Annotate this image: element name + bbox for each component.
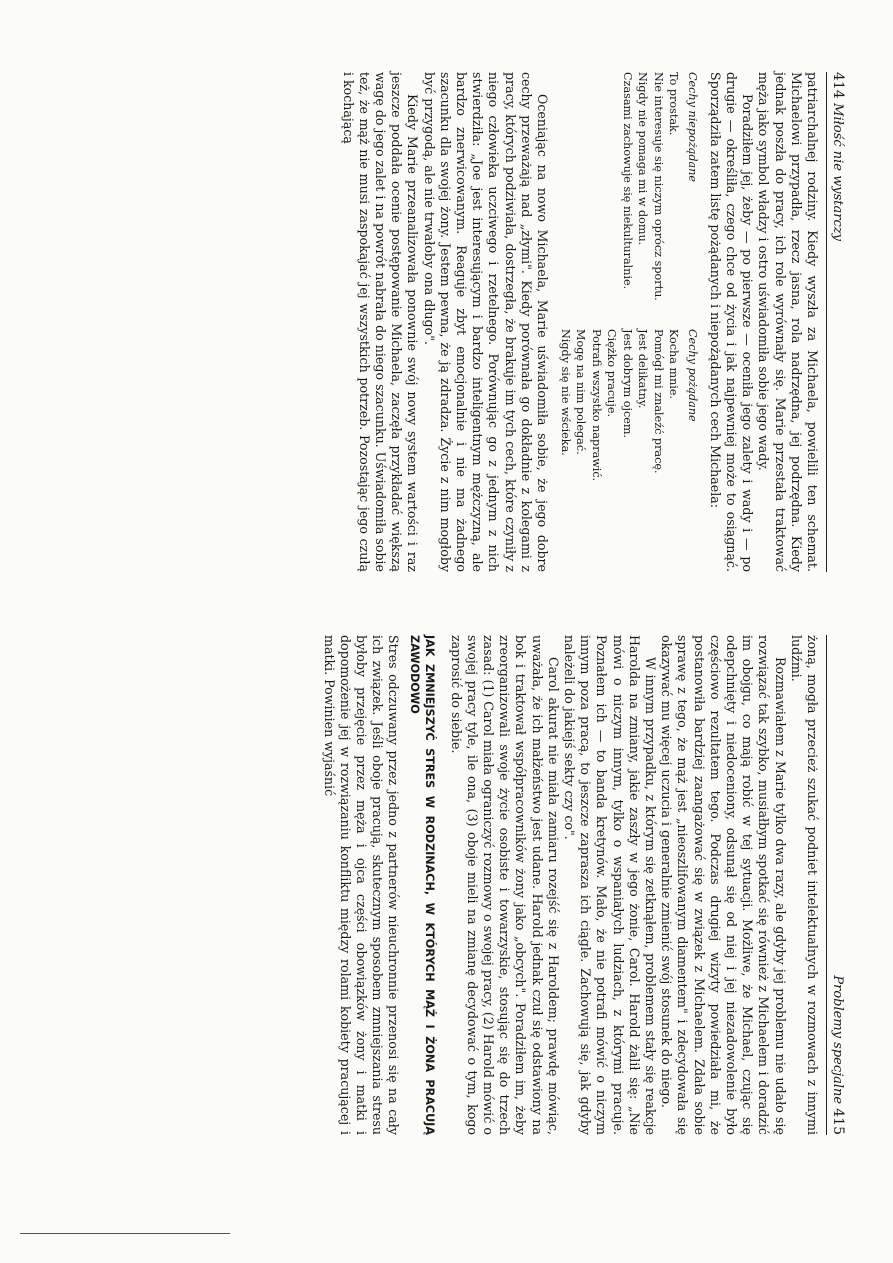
trait-item: Nigdy nie pomaga mi w domu.: [636, 72, 650, 246]
trait-item: Czasami zachowuje się niekulturalnie.: [620, 72, 634, 290]
paragraph: żoną, mogła przecież szukać podniet intelektualnych w rozmowach z innymi ludźmi.: [788, 635, 820, 1135]
paragraph: Kiedy Marie przeanalizowała ponownie swój nowy system wartości i raz jeszcze poddała ocenie postępowanie Michaela, zaczęła przykładać większą wagę do jego zalet i na powrót nabrała do niego szacunku. Uświadomiła sobie też, że mąż nie musi zaspokajać jej wszystkich potrzeb. Pozostając jego czułą i kochającą: [340, 72, 421, 572]
trait-item: Nigdy się nie wścieka.: [558, 329, 572, 456]
paragraph: W innym przypadku, z którym się zetknąłem, problemem stały się reakcje Harolda na zmiany, jakie zaszły w jego żonie, Carol. Harold żalił się: „Nie mówi o niczym innym, tylko o wspaniałych ludziach, z którymi pracuje. Poznałem ich — to banda kretynów. Mało, że nie potrafi mówić o niczym innym poza pracą, to jeszcze zaprasza ich ciągle. Zachowują się, jak gdyby należeli do jakiejś sekty czy co".: [561, 635, 658, 1135]
paragraph: Poradziłem jej, żeby — po pierwsze — oceniła jego zalety i wady i — po drugie — określiła, czego chce od życia i jak najpewniej może to osiągnąć. Sporządziła zatem listę pożądanych i niepożądanych cech Michaela:: [707, 72, 756, 572]
paragraph: Carol akurat nie miała zamiaru rozejść się z Haroldem; prawdę mówiąc, uważała, że ich małżeństwo jest udane. Harold jednak czuł się odstawiony na bok i traktował współpracowników żony jako „obcych". Poradziłem im, żeby zreorganizowali swoje życie osobiste i towarzyskie, stosując się do trzech zasad: (1) Carol miała ograniczyć rozmowy o swojej pracy, (2) Harold mówić o swojej pracy tyle, ile ona, (3) oboje mieli na zmianę decydować o tym, kogo zaprosić do siebie.: [448, 635, 561, 1135]
paragraph: Oceniając na nowo Michaela, Marie uświadomiła sobie, że jego dobre cechy przeważają nad „złymi". Kiedy porównała go dokładnie z kolegami z pracy, których podziwiała, dostrzegła, że brakuje im tych cech, które czyniły z niego człowieka uczciwego i rzetelnego. Porównując go z jednym z nich stwierdziła: „Joe jest interesującym i bardzo inteligentnym mężczyzną, ale bardzo znerwicowanym. Reaguje zbyt emocjonalnie i nie ma żadnego szacunku dla swojej żony. Jestem pewna, że ją zdradza. Życie z nim mogłoby być przygodą, ale nie trwałoby ona długo".: [421, 72, 551, 572]
trait-item: Jest dobrym ojcem.: [620, 329, 634, 439]
paragraph: Rozmawiałem z Marie tylko dwa razy, ale gdyby jej problemu nie udało się rozwiązać tak szybko, musiałbym spotkać się również z Michaelem i doradzić im obojgu, co mają robić w tej sytuacji. Możliwe, że Michael, czując się odepchnięty i niedoceniony, odsunął się od niej i jej niezadowolenie było częściowo rezultatem tego. Podczas drugiej wizyty powiedziała mi, że postanowiła bardziej zaangażować się w związek z Michaelem. Zdała sobie sprawę z tego, że mąż jest „nieoszlifowanym diamentem" i zdecydowała się okazywać mu więcej uczucia i generalnie zmienić swój stosunek do niego.: [659, 635, 788, 1135]
running-head: [826, 72, 846, 572]
desired-traits-column: [556, 329, 699, 572]
page-number: 415: [830, 1108, 846, 1135]
undesired-traits-header: Cechy niepożądane: [685, 72, 699, 183]
trait-item: To prostak.: [667, 72, 681, 136]
paragraph: patriarchalnej rodziny. Kiedy wyszła za Michaela, powielili ten schemat. Michaelowi przypadła, rzecz jasna, rola nadrzędna, jej podrzędna. Kiedy jednak poszła do pracy, ich role wyrównały się. Marie przestała traktować męża jako symbol władzy i ostro uświadomiła sobie jego wady.: [756, 72, 820, 572]
page-body: [320, 635, 820, 1135]
scan-edge-rule: [20, 1233, 230, 1234]
trait-item: Pomógł mi znaleźć pracę.: [651, 329, 665, 474]
trait-item: Kocha mnie.: [667, 329, 681, 400]
page-414: [78, 72, 846, 572]
undesired-traits-column: [556, 72, 699, 315]
paragraph: Stres odczuwany przez jedno z partnerów nieuchronnie przenosi się na cały ich związek. Jeśli oboje pracują, skutecznym sposobem zmniejszania stresu byłoby przejęcie przez męża i ojca części obowiązków żony i matki i dopomożenie jej w rozwiązaniu konfliktu między rolami kobiety pracującej i matki. Powinien wyjaśnić: [321, 635, 402, 1135]
desired-traits-header: Cechy pożądane: [685, 329, 699, 422]
trait-item: Jest delikatny.: [636, 329, 650, 409]
traits-table: [556, 72, 699, 572]
trait-item: Mogę na nim polegać.: [574, 329, 588, 455]
running-head-text: [830, 72, 846, 241]
running-title: Miłość nie wystarczy: [830, 103, 845, 241]
trait-item: Potrafi wszystko naprawić.: [589, 329, 603, 482]
trait-item: Ciężko pracuje.: [605, 329, 619, 418]
running-head-text: [830, 975, 846, 1135]
section-heading: JAK ZMNIEJSZYĆ STRES W RODZINACH, W KTÓRYCH MĄŻ I ŻONA PRACUJĄ ZAWODOWO: [408, 635, 437, 1135]
page-415: [78, 635, 846, 1135]
running-title: Problemy specjalne: [830, 975, 845, 1109]
trait-item: Nie interesuje się niczym oprócz sportu.: [651, 72, 665, 301]
page-number: 414: [830, 72, 846, 104]
page-body: [339, 72, 820, 572]
running-head: [826, 635, 846, 1135]
